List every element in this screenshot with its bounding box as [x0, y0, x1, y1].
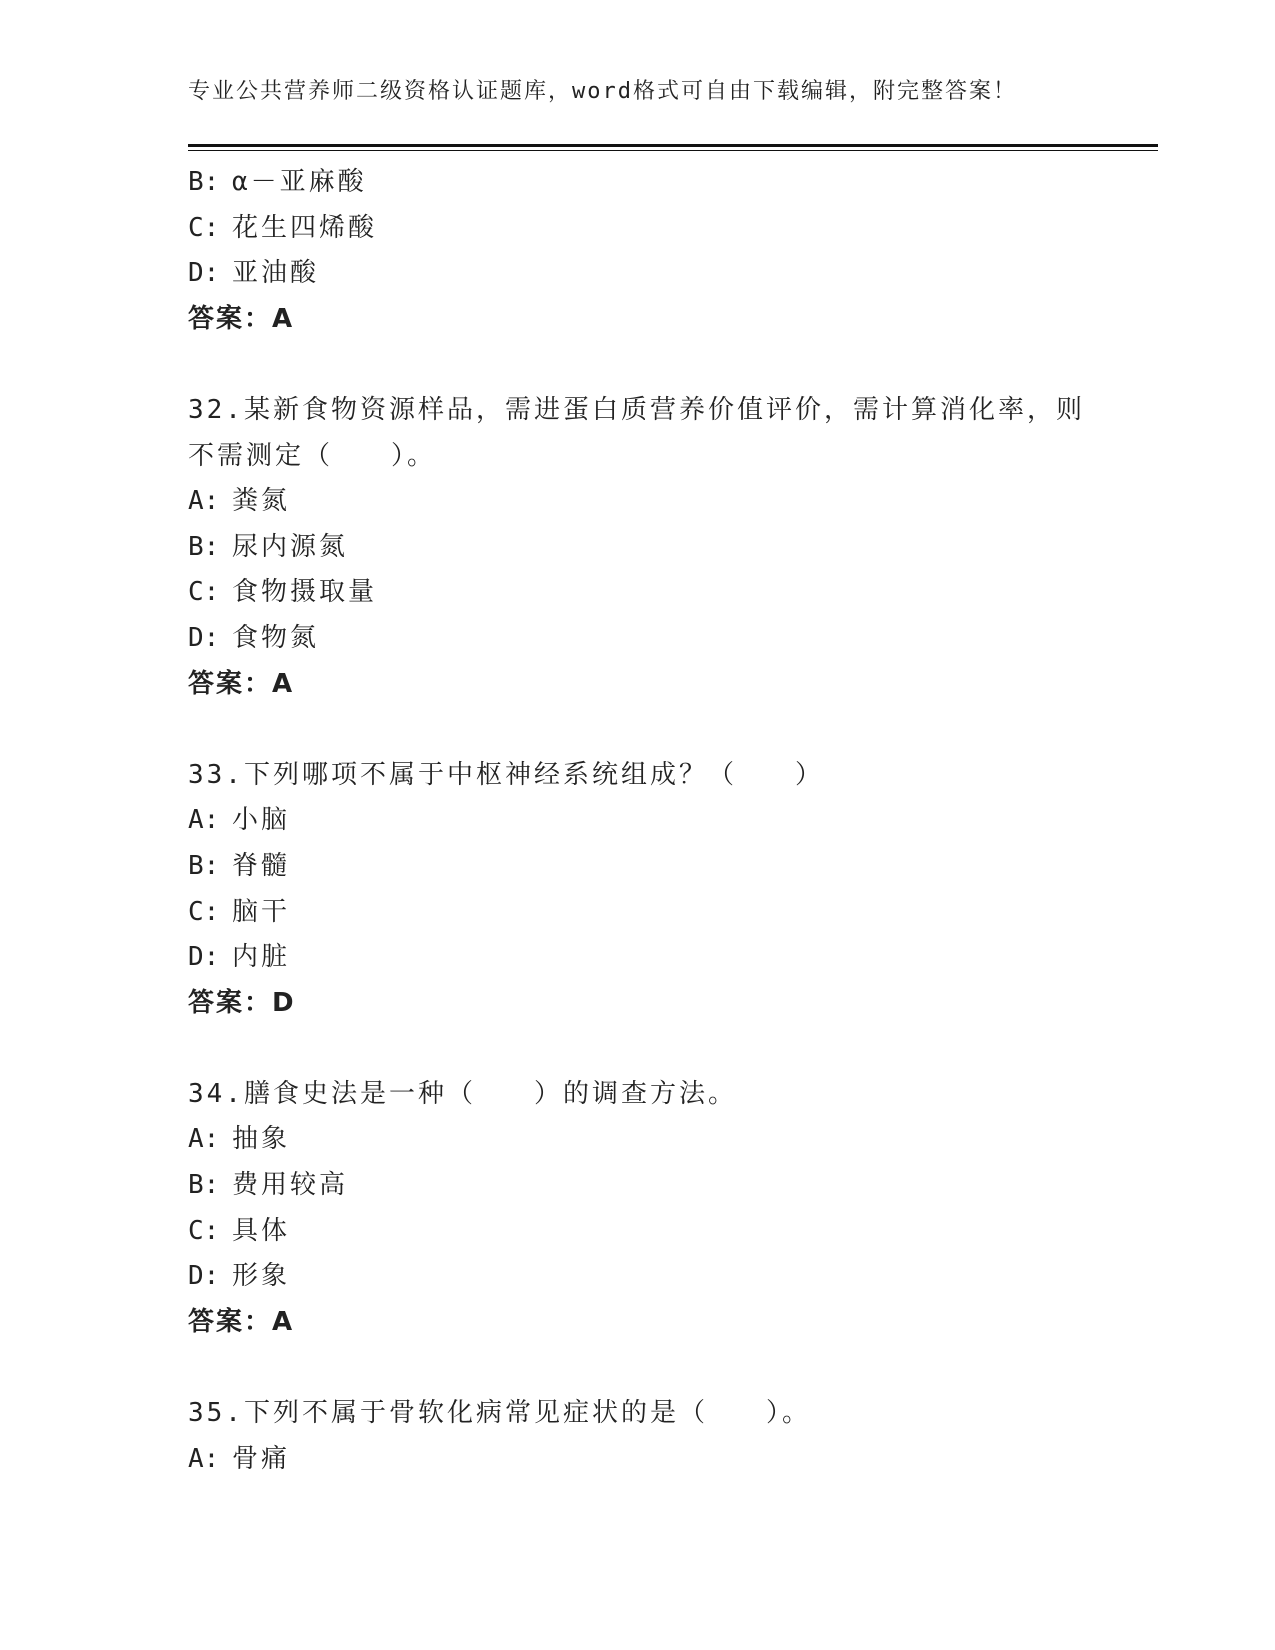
question-34 [188, 1072, 1148, 1346]
option-d: D: 形象 [188, 1261, 291, 1292]
answer-line: 答案：A [188, 303, 295, 334]
option-c: C: 脑干 [188, 896, 291, 927]
question-32 [188, 388, 1148, 707]
option-b: B: 尿内源氮 [188, 531, 349, 562]
header-rule-thin [188, 150, 1158, 151]
question-text: 35.下列不属于骨软化病常见症状的是（ ）。 [188, 1398, 811, 1429]
question-content [188, 160, 1148, 1482]
document-header: 专业公共营养师二级资格认证题库，word格式可自由下载编辑，附完整答案！ [188, 79, 1017, 104]
option-a: A: 粪氮 [188, 486, 291, 517]
answer-line: 答案：A [188, 668, 295, 699]
header-rule-thick [188, 144, 1158, 147]
option-b: B: 费用较高 [188, 1170, 349, 1201]
option-c: C: 食物摄取量 [188, 577, 378, 608]
answer-line: 答案：D [188, 987, 296, 1018]
option-d: D: 内脏 [188, 942, 291, 973]
option-d: D: 食物氮 [188, 622, 320, 653]
option-b: B: 脊髓 [188, 850, 291, 881]
question-33 [188, 753, 1148, 1027]
answer-line: 答案：A [188, 1306, 295, 1337]
option-b: B: α－亚麻酸 [188, 167, 367, 197]
option-c: C: 花生四烯酸 [188, 212, 378, 243]
question-text: 33.下列哪项不属于中枢神经系统组成？（ ） [188, 759, 824, 790]
question-text-continued: 不需测定（ ）。 [188, 440, 437, 471]
question-text: 32.某新食物资源样品，需进蛋白质营养价值评价，需计算消化率，则 [188, 394, 1085, 425]
option-a: A: 抽象 [188, 1124, 291, 1155]
option-a: A: 骨痛 [188, 1443, 291, 1474]
option-c: C: 具体 [188, 1215, 291, 1246]
option-d: D: 亚油酸 [188, 258, 320, 289]
question-text: 34.膳食史法是一种（ ）的调查方法。 [188, 1078, 737, 1109]
question-35 [188, 1391, 1148, 1482]
continued-question [188, 160, 1148, 342]
option-a: A: 小脑 [188, 805, 291, 836]
